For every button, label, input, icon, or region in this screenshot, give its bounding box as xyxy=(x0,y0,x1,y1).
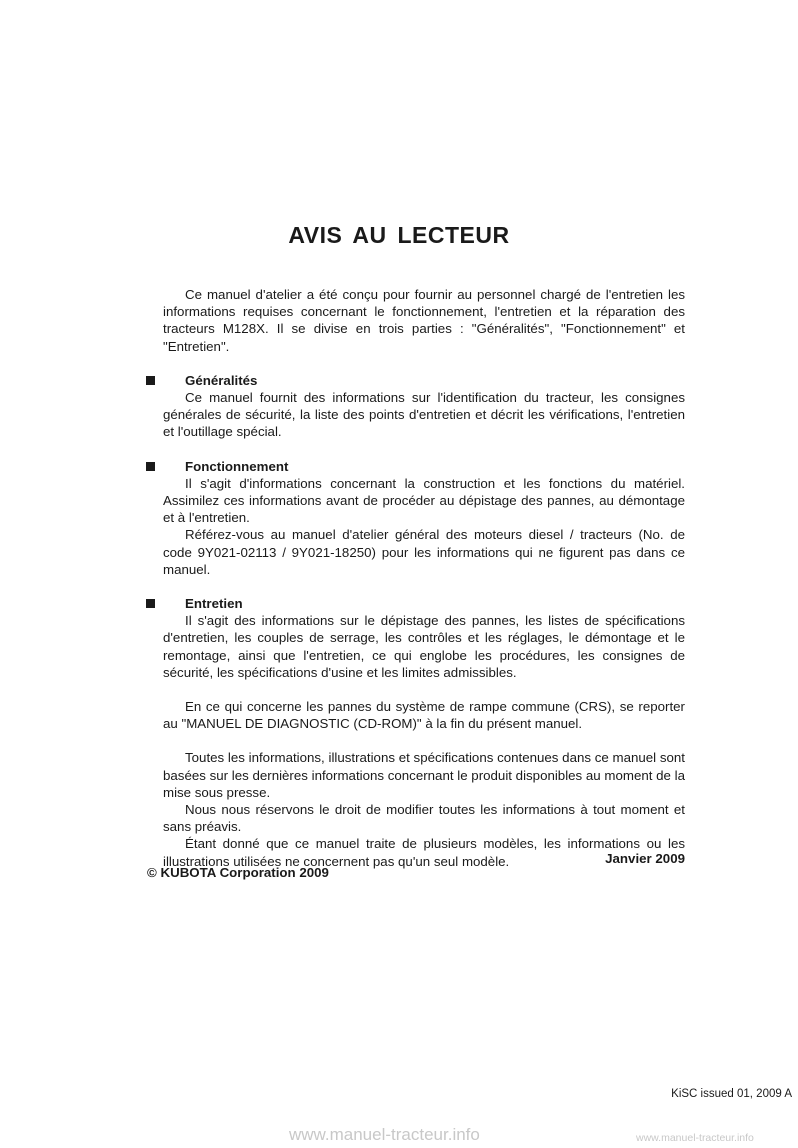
section-heading: Fonctionnement xyxy=(185,458,289,474)
section-heading: Généralités xyxy=(185,372,258,388)
closing-paragraph: Toutes les informations, illustrations et spécifications contenues dans ce manuel sont basées sur les dernières informations concernant le produit disponibles au moment de la mise sous presse. xyxy=(163,750,685,800)
page-title: AVIS AU LECTEUR xyxy=(288,222,510,248)
square-bullet-icon xyxy=(146,599,155,608)
section-fonctionnement xyxy=(163,458,685,578)
section-paragraph: Il s'agit des informations sur le dépistage des pannes, les listes de spécifications d'entretien, les couples de serrage, les contrôles et les réglages, le démontage et le remontage, ainsi que l'entretien, ce qui englobe les procédures, les consignes de sécurité, les spécifications d'usine et les limites admissibles. xyxy=(163,613,685,680)
notice-body xyxy=(163,286,685,870)
square-bullet-icon xyxy=(146,462,155,471)
issue-code: KiSC issued 01, 2009 A xyxy=(671,1088,792,1100)
intro-paragraph: Ce manuel d'atelier a été conçu pour fournir au personnel chargé de l'entretien les informations requises concernant le fonctionnement, l'entretien et la réparation des tracteurs M128X. Il se divise en trois parties : "Généralités", "Fonctionnement" et "Entretien". xyxy=(163,287,685,354)
section-paragraph: Il s'agit d'informations concernant la construction et les fonctions du matériel. Assimilez ces informations avant de procéder au dépistage des pannes, au démontage et à l'entretien. xyxy=(163,475,685,526)
section-paragraph: Ce manuel fournit des informations sur l'identification du tracteur, les consignes générales de sécurité, la liste des points d'entretien et décrit les vérifications, l'entretien et l'outillage spécial. xyxy=(163,390,685,440)
closing-paragraph: Étant donné que ce manuel traite de plusieurs modèles, les informations ou les illustrations utilisées ne concernent pas qu'un seul modèle. xyxy=(163,836,685,869)
section-entretien xyxy=(163,595,685,681)
copyright-notice: © KUBOTA Corporation 2009 xyxy=(147,865,329,880)
section-paragraph: Référez-vous au manuel d'atelier général des moteurs diesel / tracteurs (No. de code 9Y021-02113 / 9Y021-18250) pour les informations qui ne figurent pas dans ce manuel. xyxy=(163,527,685,577)
publication-date: Janvier 2009 xyxy=(605,851,685,866)
square-bullet-icon xyxy=(146,376,155,385)
section-heading: Entretien xyxy=(185,596,243,612)
closing-paragraph: Nous nous réservons le droit de modifier toutes les informations à tout moment et sans préavis. xyxy=(163,802,685,835)
crs-note-paragraph: En ce qui concerne les pannes du système de rampe commune (CRS), se reporter au "MANUEL DE DIAGNOSTIC (CD-ROM)" à la fin du présent manuel. xyxy=(163,699,685,732)
watermark-large: www.manuel-tracteur.info xyxy=(289,1125,480,1144)
watermark-small: www.manuel-tracteur.info xyxy=(636,1132,754,1144)
section-generalites xyxy=(163,372,685,441)
